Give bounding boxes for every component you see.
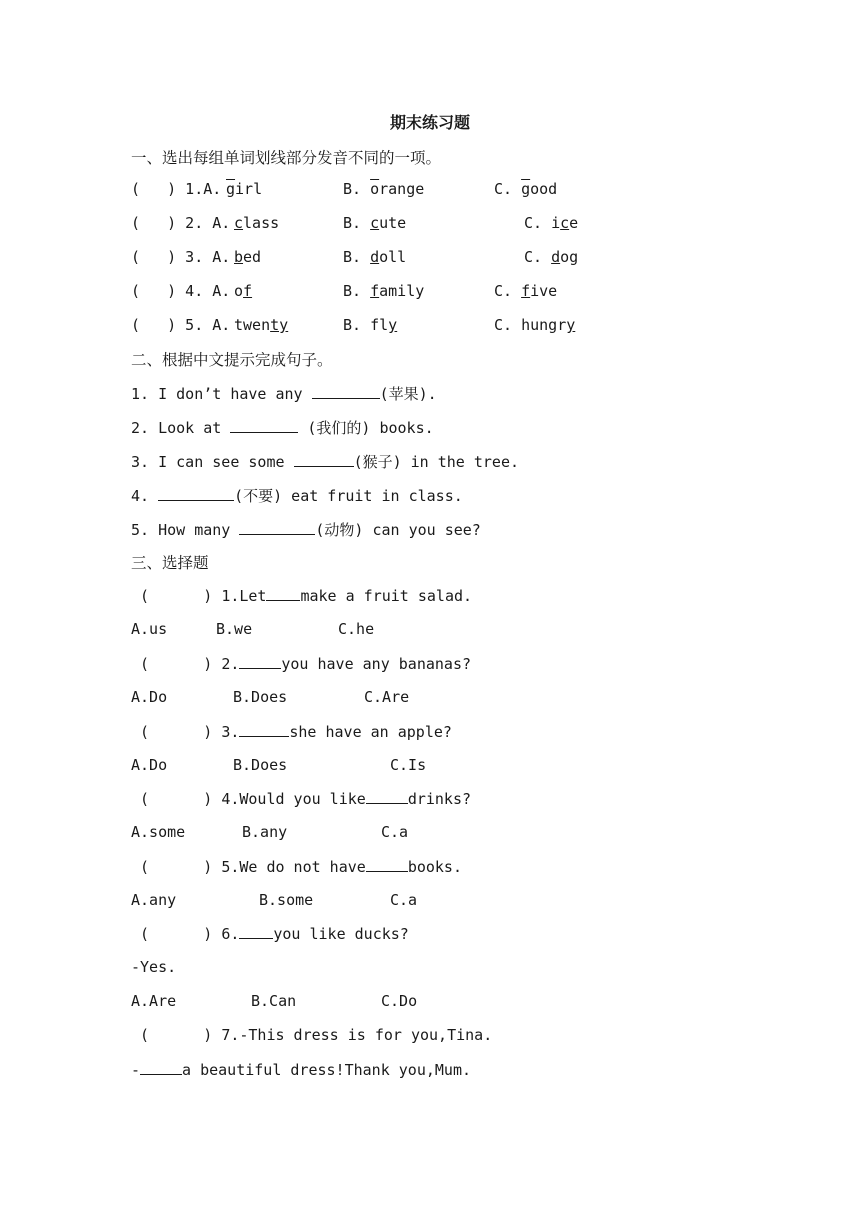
choice-question-7 (131, 1026, 492, 1044)
item-lead: ( ) 5. A. (131, 316, 231, 334)
answer-parentheses[interactable]: ( ) (131, 790, 222, 808)
question-blank (140, 1060, 182, 1075)
choice-option-c: C.Do (381, 992, 418, 1010)
option-a: bed (234, 248, 262, 266)
question-stem-end: you like ducks? (273, 925, 409, 943)
answer-blank[interactable] (312, 384, 380, 399)
sentence-start: 3. I can see some (131, 453, 294, 471)
section1-heading: 一、选出每组单词划线部分发音不同的一项。 (131, 149, 442, 167)
option-a: class (234, 214, 280, 232)
option-c: C. ice (524, 214, 579, 232)
choice-option-c: C.he (338, 620, 375, 638)
option-b: B. fly (343, 316, 398, 334)
sentence-start: 4. (131, 487, 159, 505)
choice-option-a: A.Do (131, 756, 168, 774)
choice-option-c: C.Is (390, 756, 427, 774)
question-blank (266, 586, 300, 601)
question-blank (239, 654, 281, 669)
answer-parentheses[interactable]: ( ) (131, 858, 222, 876)
item-lead: ( ) 4. A. (131, 282, 231, 300)
choice-question-3 (131, 722, 452, 741)
item-lead: ( ) 3. A. (131, 248, 231, 266)
option-b: B. cute (343, 214, 407, 232)
option-b: B. family (343, 282, 425, 300)
chinese-hint: (动物) can you see? (315, 521, 481, 539)
choice-question-2 (131, 654, 471, 673)
answer-blank[interactable] (158, 486, 234, 501)
completion-item-3 (131, 451, 519, 472)
sentence-start: 1. I don’t have any (131, 385, 312, 403)
question-stem: 7.-This dress is for you,Tina. (221, 1026, 493, 1044)
choice-option-a: A.any (131, 891, 177, 909)
section3-heading: 三、选择题 (131, 554, 209, 572)
choice-option-b: B.Does (233, 688, 288, 706)
choice-option-c: C.Are (364, 688, 410, 706)
option-a: twenty (234, 316, 289, 334)
question-stem: 1.Let (221, 587, 267, 605)
section2-heading: 二、根据中文提示完成句子。 (131, 351, 333, 369)
completion-item-1 (131, 383, 437, 404)
option-c: C. hungry (494, 316, 576, 334)
question-stem-end: she have an apple? (289, 723, 452, 741)
question-stem-end: drinks? (407, 790, 472, 808)
completion-item-4 (131, 485, 463, 506)
page-title: 期末练习题 (389, 113, 470, 132)
question-blank (366, 857, 408, 872)
sentence-start: 5. How many (131, 521, 240, 539)
question-stem-end: you have any bananas? (281, 655, 472, 673)
item-lead: ( ) 1.A. (131, 180, 222, 198)
question-stem: 5.We do not have (221, 858, 366, 876)
chinese-hint: (我们的) books. (298, 419, 434, 437)
choice-option-c: C.a (390, 891, 418, 909)
question-stem: 6. (221, 925, 240, 943)
answer-blank[interactable] (294, 452, 354, 467)
choice-option-b: B.Does (233, 756, 288, 774)
choice-option-b: B.any (242, 823, 288, 841)
question-blank (239, 924, 273, 939)
choice-option-b: B.we (216, 620, 253, 638)
reply-text: a beautiful dress!Thank you,Mum. (182, 1061, 472, 1079)
chinese-hint: (猴子) in the tree. (353, 453, 520, 471)
question-stem: 2. (221, 655, 240, 673)
question-stem: 4.Would you like (221, 790, 366, 808)
completion-item-5 (131, 519, 481, 540)
answer-parentheses[interactable]: ( ) (131, 925, 222, 943)
choice-question-4 (131, 789, 471, 808)
choice-question-5 (131, 857, 462, 876)
answer-parentheses[interactable]: ( ) (131, 1026, 222, 1044)
option-c: C. dog (524, 248, 579, 266)
completion-item-2 (131, 417, 434, 438)
choice-question-1 (131, 586, 472, 605)
choice-option-a: A.us (131, 620, 168, 638)
option-b: B. doll (343, 248, 407, 266)
choice-question-6 (131, 924, 409, 943)
choice-option-c: C.a (381, 823, 409, 841)
item-lead: ( ) 2. A. (131, 214, 231, 232)
question-stem-end: books. (407, 858, 462, 876)
question-stem: 3. (221, 723, 240, 741)
choice-option-a: A.Do (131, 688, 168, 706)
chinese-hint: (苹果). (379, 385, 437, 403)
answer-parentheses[interactable]: ( ) (131, 723, 222, 741)
option-a: of (234, 282, 253, 300)
option-a: $\overline{g}irl$ (226, 180, 263, 198)
choice-option-a: A.Are (131, 992, 177, 1010)
reply-dash: - (131, 1061, 141, 1079)
answer-parentheses[interactable]: ( ) (131, 587, 222, 605)
question-blank (366, 789, 408, 804)
option-b: B. $\overline{o}range$ (343, 180, 425, 198)
choice-option-b: B.Can (251, 992, 297, 1010)
question-blank (239, 722, 289, 737)
dialogue-answer: -Yes. (131, 958, 177, 976)
sentence-start: 2. Look at (131, 419, 231, 437)
chinese-hint: (不要) eat fruit in class. (234, 487, 463, 505)
option-c: C. five (494, 282, 558, 300)
question-stem-end: make a fruit salad. (300, 587, 473, 605)
answer-blank[interactable] (239, 520, 315, 535)
answer-parentheses[interactable]: ( ) (131, 655, 222, 673)
dialogue-reply (131, 1060, 471, 1079)
option-c: C. $\overline{g}ood$ (494, 180, 558, 198)
answer-blank[interactable] (230, 418, 298, 433)
choice-option-a: A.some (131, 823, 186, 841)
choice-option-b: B.some (259, 891, 314, 909)
